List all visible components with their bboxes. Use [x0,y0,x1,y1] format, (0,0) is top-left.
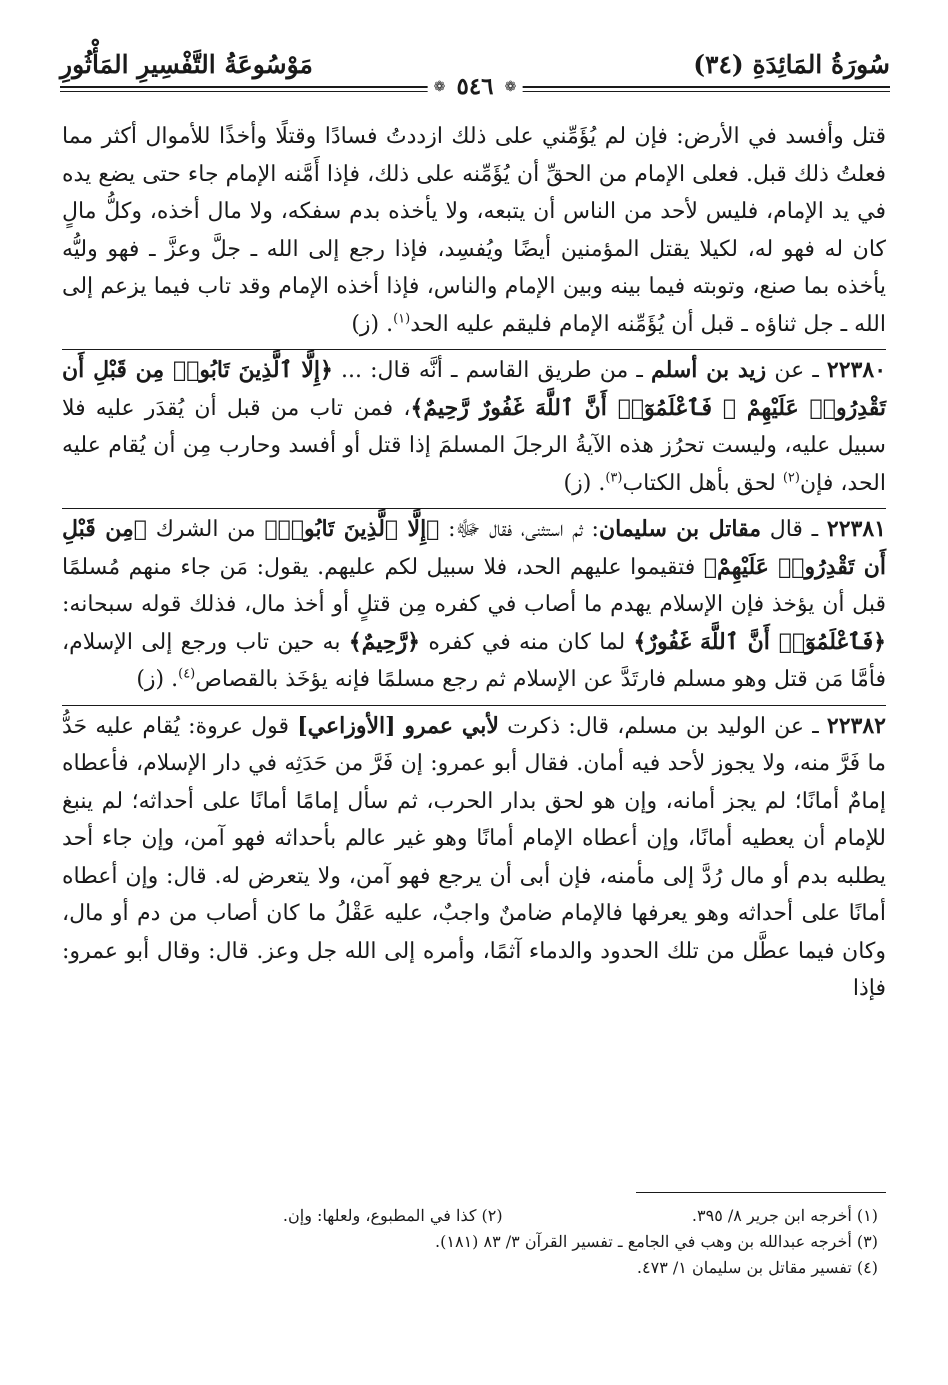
footnote-4: (٤) تفسير مقاتل بن سليمان ١/ ٤٧٣. [636,1258,878,1277]
paragraph-continuation: قتل وأفسد في الأرض: فإن لم يُؤَمِّني على ذلك ازددتُ فسادًا وقتلًا وأخذًا للأموال أكثر مما فعلتُ ذلك قبل. فعلى الإمام من الحقِّ أن يُؤَمِّنه على ذلك، فإذا أَمَّنه الإمام جاء حتى يضع يده في يد الإمام، فليس لأحد من الناس أن يتبعه، ولا يأخذه بدم سفكه، ولا مال أخذه، وكلُّ مالٍ كان له فهو له، لكيلا يقتل المؤمنين أيضًا ويُفسِد، فإذا رجع إلى الله ـ جلَّ وعزَّ ـ فهو وليُّه يأخذه بما صنع، وتوبته فيما بينه وبين الإمام والناس، فإذا أخذه الإمام وقد تاب فيما يزعم إلى الله ـ جل ثناؤه ـ قبل أن يُؤَمِّنه الإمام فليقم عليه الحد$^{(١)}$. (ز) [62,124,886,337]
footnote-3: (٣) أخرجه عبدالله بن وهب في الجامع ـ تفسير القرآن ٣/ ٨٣ (١٨١). [435,1232,878,1251]
narrator-name: زيد بن أسلم [650,357,767,383]
page-number-block [428,73,523,100]
footnotes [62,1203,878,1281]
footnote-ref[interactable]: (٣) [605,470,623,486]
page-number: ٥٤٦ [456,73,494,100]
quran-verse: ﴿إِلَّا ٱلَّذِينَ تَابُوا۟﴾ [264,516,440,542]
narration-22380: ٢٢٣٨٠ ـ عن زيد بن أسلم ـ من طريق القاسم ـ أنَّه قال: ... ﴿إِلَّا ٱلَّذِينَ تَابُوا۟ مِن قَبْلِ أَن تَقْدِرُوا۟ عَلَيْهِمْ ۖ فَٱعْلَمُوٓا۟ أَنَّ ٱللَّهَ غَفُورٌ رَّحِيمٌ﴾، فمن تاب من قبل أن يُقدَر عليه فلا سبيل عليه، وليست تحرُز هذه الآيةُ الرجلَ المسلمَ إذا قتل أو أفسد وحارب مِن أن يُقام عليه الحد، فإن$^{(٢)}$ لحق بأهل الكتاب$^{(٣)}$. (ز) [62,349,886,502]
narration-number: ٢٢٣٨٢ [826,712,886,739]
footnote-ref[interactable]: (٢) [782,470,800,486]
narration-22382: ٢٢٣٨٢ ـ عن الوليد بن مسلم، قال: ذكرت لأبي عمرو [الأوزاعي] قول عروة: يُقام عليه حَدُّ ما فَرَّ منه، ولا يجوز لأحد فيه أمان. فقال أبو عمرو: إن فَرَّ من حَدَثِه في دار الإسلام، فأعطاه إمامٌ أمانًا؛ لم يجز أمانه، وإن هو لحق بدار الحرب، ثم سأل إمامًا أمانًا على أحداثه؛ لم ينبغ للإمام أن يعطيه أمانًا، وإن أعطاه الإمام أمانًا وهو غير عالم بأحداثه فهو آمن، وإن جاء أحد يطلبه بدم أو مال رُدَّ إلى مأمنه، فإن أبى أن يرجع فهو آمن، ولا يتعرض له. قال: وإن أعطاه أمانًا على أحداثه وهو يعرفها فالإمام ضامنٌ واجبٌ، عليه عَقْلُ ما كان أصاب من دم أو مال، وكان فيما عطَّل من تلك الحدود والدماء آثمًا، وأمره إلى الله جل وعز. قال: وقال أبو عمرو: فإذا [62,705,886,1008]
footnote-2: (٢) كذا في المطبوع، ولعلها: وإن. [282,1206,503,1225]
footnote-divider [636,1192,886,1193]
narrator-name: لأبي عمرو [الأوزاعي] [297,712,499,739]
footnote-ref[interactable]: (٤) [178,666,196,682]
footnote-row [62,1203,878,1229]
footnote-1: (١) أخرجه ابن جرير ٨/ ٣٩٥. [691,1206,878,1225]
quran-verse: ﴿فَٱعْلَمُوٓا۟ أَنَّ ٱللَّهَ غَفُورٌ﴾ [633,628,886,655]
quran-verse: ﴿مِن قَبْلِ أَن تَقْدِرُوا۟ عَلَيْهِمْ﴾ [62,516,886,580]
book-title: مَوْسُوعَةُ التَّفْسِيرِ المَأْثُورِ [60,50,313,79]
quran-verse: ﴿رَّحِيمٌ﴾ [348,628,421,655]
surah-title: سُورَةُ المَائِدَةِ (٣٤) [693,50,890,79]
narration-22381: ٢٢٣٨١ ـ قال مقاتل بن سليمان: ثم استثنى، فقال ﷻ: ﴿إِلَّا ٱلَّذِينَ تَابُوا۟﴾ من الشرك ﴿مِن قَبْلِ أَن تَقْدِرُوا۟ عَلَيْهِمْ﴾ فتقيموا عليهم الحد، فلا سبيل لكم عليهم. يقول: مَن جاء منهم مُسلمًا قبل أن يؤخذ فإن الإسلام يهدم ما أصاب في كفره مِن قتلٍ أو أخذ مال، فذلك قوله سبحانه: ﴿فَٱعْلَمُوٓا۟ أَنَّ ٱللَّهَ غَفُورٌ﴾ لما كان منه في كفره ﴿رَّحِيمٌ﴾ به حين تاب ورجع إلى الإسلام، فأمَّا مَن قتل وهو مسلم فارتَدَّ عن الإسلام ثم رجع مسلمًا فإنه يؤخَذ بالقصاص$^{(٤)}$. (ز) [62,508,886,699]
narration-number: ٢٢٣٨٠ [826,357,887,383]
page-header [60,46,890,106]
narrator-name: مقاتل بن سليمان [598,516,761,542]
quran-verse: ﴿إِلَّا ٱلَّذِينَ تَابُوا۟ مِن قَبْلِ أَن تَقْدِرُوا۟ عَلَيْهِمْ ۖ فَٱعْلَمُوٓا۟ أَنَّ ٱللَّهَ غَفُورٌ رَّحِيمٌ﴾ [62,357,886,421]
narration-number: ٢٢٣٨١ [826,516,886,542]
ornament-icon: ❁ [433,78,446,95]
footnote-ref[interactable]: (١) [393,311,411,327]
main-text [62,118,886,1008]
ornament-icon: ❁ [504,78,517,95]
